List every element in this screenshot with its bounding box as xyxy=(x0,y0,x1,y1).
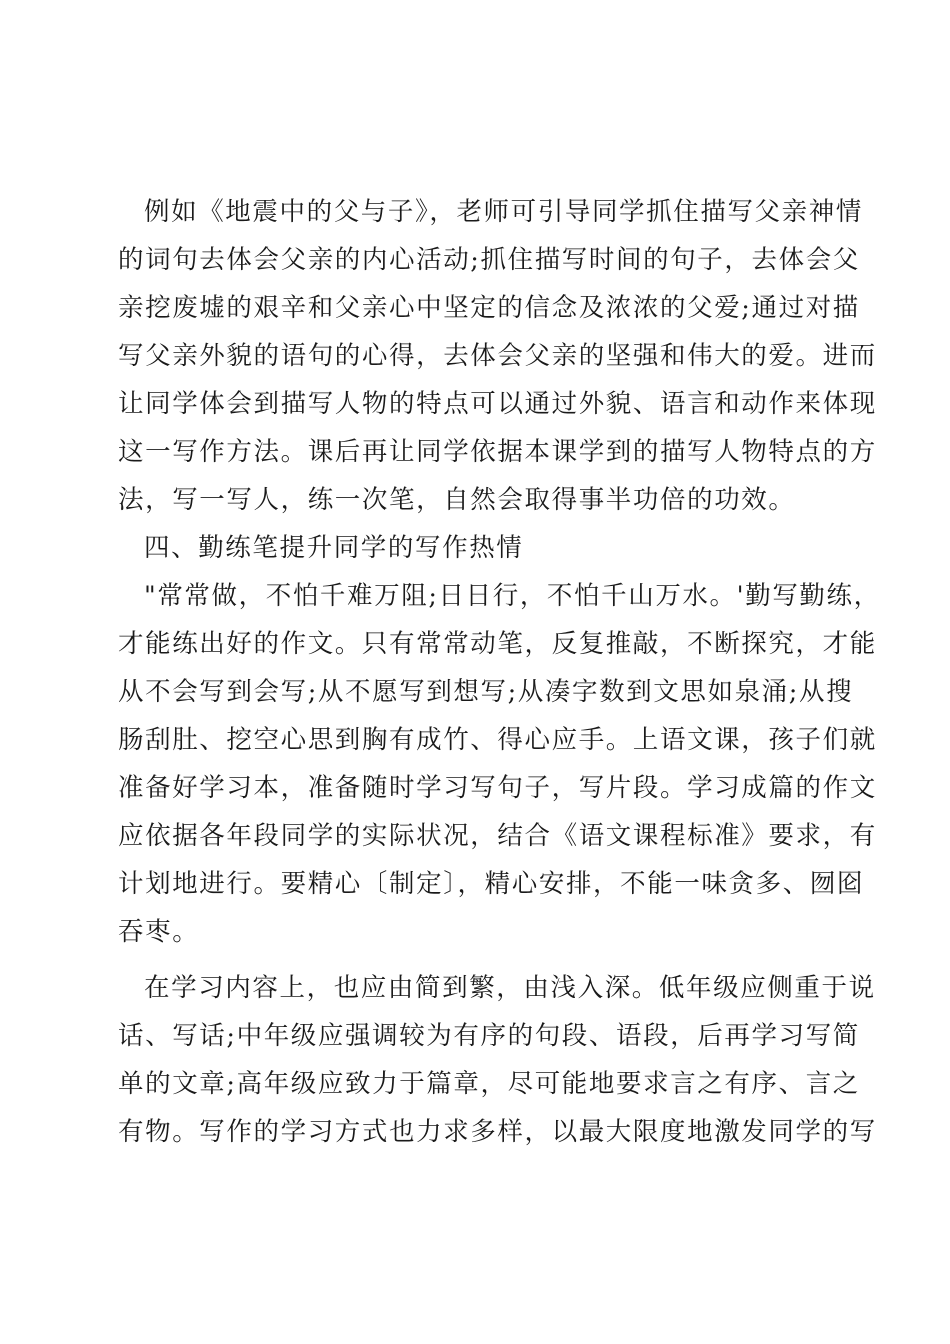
text-line: 例如《地震中的父与子》，老师可引导同学抓住描写父亲神情 xyxy=(144,197,863,227)
text-line: 法，写一写人，练一次笔，自然会取得事半功倍的功效。 xyxy=(118,485,796,515)
text-line: 单的文章;高年级应致力于篇章，尽可能地要求言之有序、言之 xyxy=(118,1069,860,1099)
text-line: 才能练出好的作文。只有常常动笔，反复推敲，不断探究，才能 xyxy=(118,629,877,659)
text-line: 写父亲外貌的语句的心得，去体会父亲的坚强和伟大的爱。进而 xyxy=(118,341,877,371)
text-line: 从不会写到会写;从不愿写到想写;从凑字数到文思如泉涌;从搜 xyxy=(118,677,854,707)
text-line: 让同学体会到描写人物的特点可以通过外貌、语言和动作来体现 xyxy=(118,389,877,419)
text-line: 计划地进行。要精心〔制定〕，精心安排，不能一味贪多、囫囵 xyxy=(118,869,865,899)
text-line: 有物。写作的学习方式也力求多样，以最大限度地激发同学的写 xyxy=(118,1117,877,1147)
paragraph-father-and-son xyxy=(118,188,877,524)
text-line: 吞枣。 xyxy=(118,917,200,947)
text-line: 应依据各年段同学的实际状况，结合《语文课程标准》要求，有 xyxy=(118,821,877,851)
text-line: 准备好学习本，准备随时学习写句子，写片段。学习成篇的作文 xyxy=(118,773,877,803)
heading-text: 四、勤练笔提升同学的写作热情 xyxy=(144,533,524,563)
text-line: 话、写话;中年级应强调较为有序的句段、语段，后再学习写简 xyxy=(118,1021,860,1051)
text-line: 肠刮肚、挖空心思到胸有成竹、得心应手。上语文课，孩子们就 xyxy=(118,725,877,755)
text-line: 在学习内容上，也应由简到繁，由浅入深。低年级应侧重于说 xyxy=(144,973,876,1003)
section-heading xyxy=(118,524,832,572)
text-line: 亲挖废墟的艰辛和父亲心中坚定的信念及浓浓的父爱;通过对描 xyxy=(118,293,860,323)
paragraph-practice-writing xyxy=(118,572,881,956)
document-body xyxy=(118,188,881,1156)
text-line: "常常做，不怕千难万阻;日日行，不怕千山万水。'勤写勤练， xyxy=(144,581,881,611)
text-line: 这一写作方法。课后再让同学依据本课学到的描写人物特点的方 xyxy=(118,437,877,467)
text-line: 的词句去体会父亲的内心活动;抓住描写时间的句子，去体会父 xyxy=(118,245,860,275)
paragraph-learning-content xyxy=(118,964,877,1156)
